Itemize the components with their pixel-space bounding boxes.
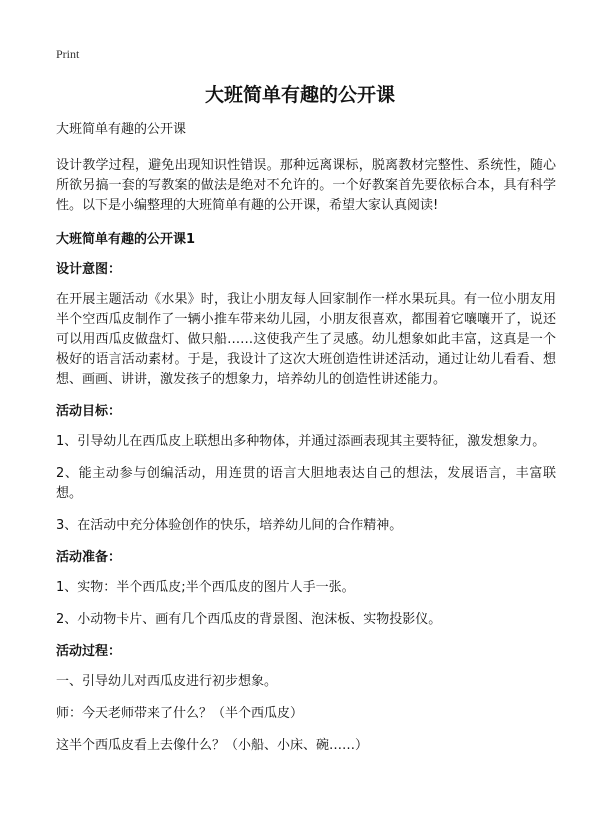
section-heading-design-intent: 设计意图： bbox=[56, 262, 122, 277]
document-subtitle: 大班简单有趣的公开课 bbox=[56, 122, 187, 137]
goal-item: 1、引导幼儿在西瓜皮上联想出多种物体，并通过添画表现其主要特征，激发想象力。 bbox=[56, 434, 546, 449]
preparation-item: 2、小动物卡片、画有几个西瓜皮的背景图、泡沫板、实物投影仪。 bbox=[56, 612, 442, 627]
intro-paragraph: 设计教学过程，避免出现知识性错误。那种远离课标，脱离教材完整性、系统性，随心所欲另搞一套的写教案的做法是绝对不允许的。一个好教案首先要依标合本，具有科学性。以下是小编整理的大班简单有趣的公开课，希望大家认真阅读! bbox=[56, 158, 556, 213]
print-link[interactable]: Print bbox=[56, 47, 80, 61]
document-title: 大班简单有趣的公开课 bbox=[204, 84, 395, 106]
section-heading-preparation: 活动准备： bbox=[56, 550, 122, 565]
design-intent-paragraph: 在开展主题活动《水果》时，我让小朋友每人回家制作一样水果玩具。有一位小朋友用半个空西瓜皮制作了一辆小推车带来幼儿园，小朋友很喜欢，都围着它嚷嚷开了，说还可以用西瓜皮做盘灯、做只船……这使我产生了灵感。幼儿想象如此丰富，这真是一个极好的语言活动素材。于是，我设计了这次大班创造性讲述活动，通过让幼儿看看、想想、画画、讲讲，激发孩子的想象力，培养幼儿的创造性讲述能力。 bbox=[56, 292, 556, 387]
preparation-item: 1、实物：半个西瓜皮;半个西瓜皮的图片人手一张。 bbox=[56, 580, 355, 595]
document-body bbox=[56, 120, 556, 768]
process-item: 一、引导幼儿对西瓜皮进行初步想象。 bbox=[56, 674, 278, 689]
section-heading-process: 活动过程： bbox=[56, 644, 122, 659]
process-item: 师：今天老师带来了什么？（半个西瓜皮） bbox=[56, 706, 304, 721]
goal-item: 2、能主动参与创编活动，用连贯的语言大胆地表达自己的想法，发展语言，丰富联想。 bbox=[56, 466, 556, 501]
lesson-heading: 大班简单有趣的公开课1 bbox=[56, 232, 196, 247]
goal-item: 3、在活动中充分体验创作的快乐，培养幼儿间的合作精神。 bbox=[56, 518, 403, 533]
process-item: 这半个西瓜皮看上去像什么？（小船、小床、碗……） bbox=[56, 738, 369, 753]
section-heading-goals: 活动目标： bbox=[56, 404, 122, 419]
